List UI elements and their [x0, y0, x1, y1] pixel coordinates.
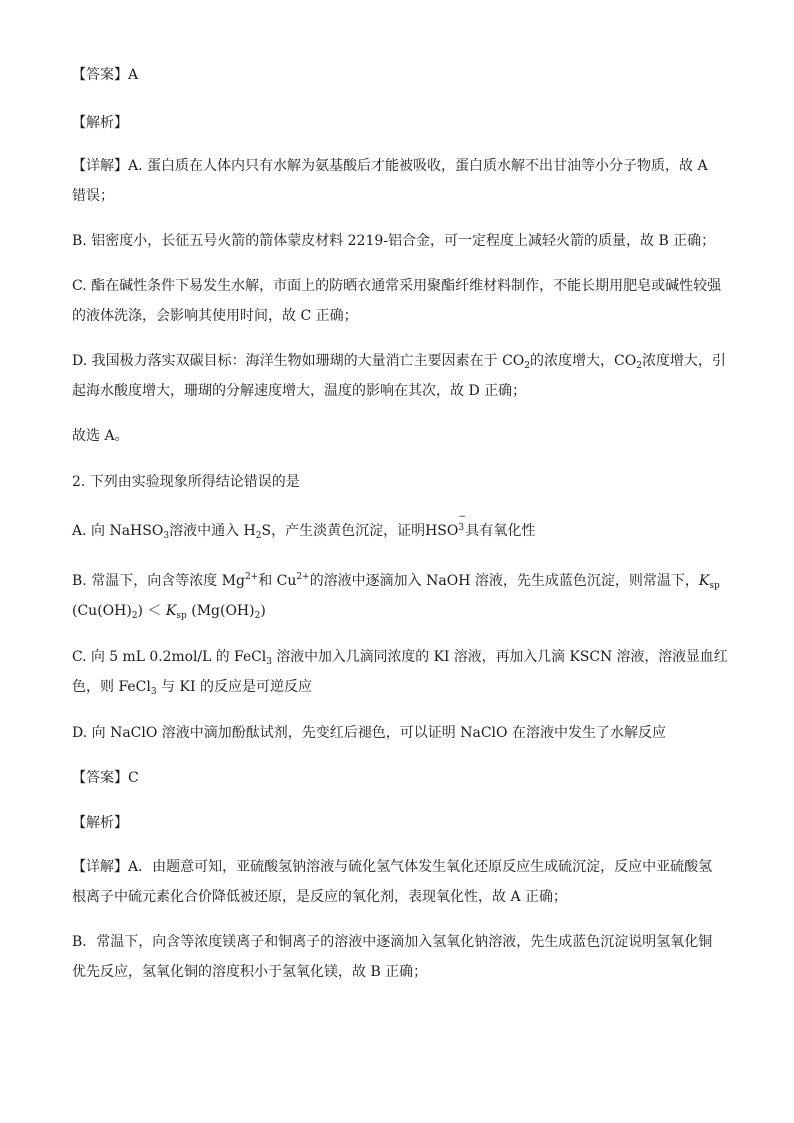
answer-label-q1: 【答案】A — [72, 67, 139, 83]
option-c-explanation-line2: 的液体洗涤，会影响其使用时间，故 C 正确； — [72, 308, 358, 324]
text-segment: A. 向 NaHSO — [72, 523, 164, 539]
option-d-explanation-line1 — [72, 351, 726, 371]
subscript: 2 — [636, 361, 642, 371]
superscript: 2+ — [296, 572, 310, 582]
q2-option-c-line2 — [72, 677, 312, 697]
q2-option-c-line1 — [72, 647, 728, 667]
subscript: 2 — [255, 531, 262, 541]
text-segment: 和 Cu — [258, 573, 297, 589]
analysis-label-q2: 【解析】 — [72, 815, 128, 831]
text-segment: 与 KI 的反应是可逆反应 — [156, 679, 312, 695]
text-segment: 的浓度增大，CO — [530, 353, 637, 369]
superscript: 2+ — [244, 572, 259, 582]
text-segment: HSO — [425, 523, 459, 539]
text-segment: 浓度增大，引 — [641, 353, 726, 369]
text-segment: D. 我国极力落实双碳目标：海洋生物如珊瑚的大量消亡主要因素在于 CO — [72, 353, 525, 369]
text-segment: ) ＜ — [137, 603, 166, 619]
text-segment: 色，则 FeCl — [72, 679, 151, 695]
text-segment: 溶液中加入几滴同浓度的 KI 溶液，再加入几滴 KSCN 溶液，溶液显血红 — [271, 649, 728, 665]
text-segment: C. 向 5 mL 0.2mol/L 的 FeCl — [72, 649, 267, 665]
conclusion-q1: 故选 A。 — [72, 428, 129, 444]
answer-label-q2: 【答案】C — [72, 770, 139, 786]
text-segment: (Mg(OH) — [186, 603, 255, 619]
ksp-symbol: K — [698, 573, 710, 589]
text-segment: ) — [260, 603, 266, 619]
subscript: 3 — [266, 657, 272, 667]
subscript: sp — [176, 611, 187, 621]
text-segment: S，产生淡黄色沉淀，证明 — [261, 523, 426, 539]
text-segment: 具有氧化性 — [465, 523, 536, 539]
q2-option-d: D. 向 NaClO 溶液中滴加酚酞试剂，先变红后褪色，可以证明 NaClO 在溶液中发生了水解反应 — [72, 725, 666, 741]
option-b-explanation: B. 铝密度小，长征五号火箭的箭体蒙皮材料 2219-铝合金，可一定程度上减轻火箭的质量，故 B 正确； — [72, 233, 716, 249]
question-2-stem: 2. 下列由实验现象所得结论错误的是 — [72, 474, 300, 490]
text-segment: (Cu(OH) — [72, 603, 132, 619]
text-segment: 溶液中通入 H — [169, 523, 256, 539]
subscript: 3 — [150, 687, 157, 697]
subscript: 2 — [524, 361, 530, 371]
analysis-label-q1: 【解析】 — [72, 115, 128, 131]
text-segment: B. 常温下，向含等浓度 Mg — [72, 573, 245, 589]
subscript: 2 — [254, 611, 261, 621]
q2-detail-a-line1: 【详解】A．由题意可知，亚硫酸氢钠溶液与硫化氢气体发生氧化还原反应生成硫沉淀，反应中亚硫酸氢 — [72, 859, 713, 875]
q2-detail-a-line2: 根离子中硫元素化合价降低被还原，是反应的氧化剂，表现氧化性，故 A 正确； — [72, 889, 568, 905]
q2-detail-b-line2: 优先反应，氢氧化铜的溶度积小于氢氧化镁，故 B 正确； — [72, 964, 428, 980]
subscript: 3 — [163, 531, 170, 541]
subscript: sp — [709, 581, 720, 591]
option-d-explanation-line2: 起海水酸度增大，珊瑚的分解速度增大，温度的影响在其次，故 D 正确； — [72, 383, 527, 399]
ksp-symbol: K — [165, 603, 177, 619]
option-c-explanation-line1: C. 酯在碱性条件下易发生水解，市面上的防晒衣通常采用聚酯纤维材料制作，不能长期用肥皂或碱性较强 — [72, 278, 722, 294]
detail-line-1: 【详解】A. 蛋白质在人体内只有水解为氨基酸后才能被吸收，蛋白质水解不出甘油等小分子物质，故 A — [72, 158, 708, 174]
q2-option-a — [72, 512, 536, 541]
q2-detail-b-line1: B．常温下，向含等浓度镁离子和铜离子的溶液中逐滴加入氢氧化钠溶液，先生成蓝色沉淀说明氢氧化铜 — [72, 934, 713, 950]
q2-option-b-line2 — [72, 601, 266, 621]
detail-line-2: 错误； — [72, 188, 114, 204]
q2-option-b-line1 — [72, 571, 720, 591]
text-segment: 的溶液中逐滴加入 NaOH 溶液，先生成蓝色沉淀，则常温下， — [309, 573, 699, 589]
formula-hso3: HSO − 3 — [425, 512, 466, 539]
subscript: 2 — [131, 611, 138, 621]
